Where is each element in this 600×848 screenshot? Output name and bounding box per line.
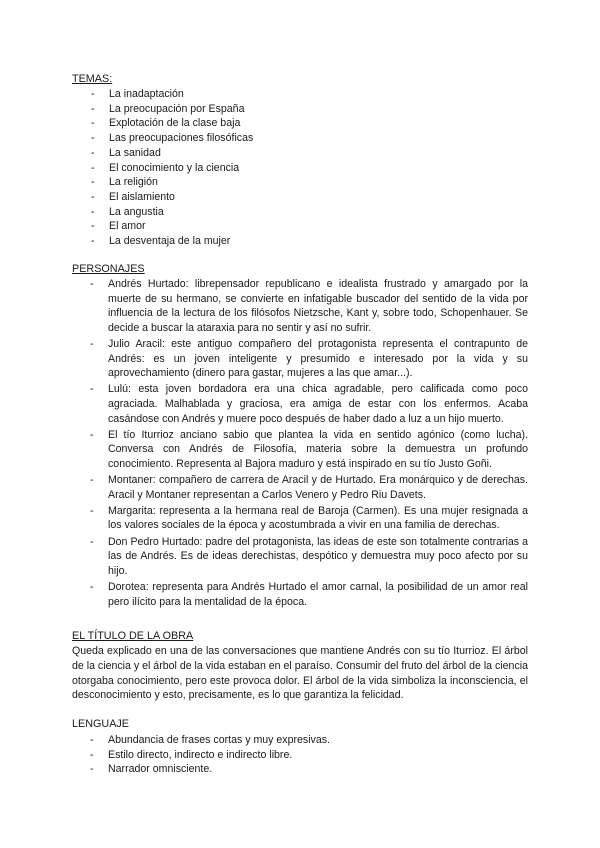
list-item: - Explotación de la clase baja <box>109 116 529 131</box>
list-item: - La inadaptación <box>109 87 529 102</box>
list-item: - Montaner: compañero de carrera de Aracil y de Hurtado. Era monárquico y de derechas. Aracil y Montaner representan a Carlos Venero y Pedro Riu Davets. <box>108 473 528 502</box>
list-item: - Andrés Hurtado: librepensador republicano e idealista frustrado y amargado por la muerte de su hermano, se convierte en infatigable buscador del sentido de la vida por influencia de la lectura de los filósofos Nietzsche, Kant y, sobre todo, Schopenhauer. Se decide a buscar la ataraxia para no sentir y así no sufrir. <box>108 277 528 335</box>
lenguaje-list <box>108 733 528 777</box>
temas-list <box>109 87 529 249</box>
personajes-heading: PERSONAJES <box>72 263 145 275</box>
list-item: - La angustia <box>109 205 529 220</box>
list-item: - Margarita: representa a la hermana real de Baroja (Carmen). Es una mujer resignada a los valores sociales de la época y acostumbrada a vivir en una familia de derechas. <box>108 504 528 533</box>
list-item: - La preocupación por España <box>109 102 529 117</box>
list-item: - Julio Aracil: este antiguo compañero del protagonista representa el contrapunto de Andrés: es un joven inteligente y presumido e interesado por la vida y su aprovechamiento (dinero para gastar, mujeres a las que amar...). <box>108 337 528 381</box>
personajes-list <box>108 277 528 611</box>
titulo-heading: EL TÍTULO DE LA OBRA <box>72 630 194 642</box>
list-item: - El aislamiento <box>109 190 529 205</box>
titulo-paragraph: Queda explicado en una de las conversaciones que mantiene Andrés con su tío Iturrioz. El árbol de la ciencia y el árbol de la vida estaban en el paraíso. Consumir del fruto del árbol de la ciencia otorgaba conocimiento, pero este provoca dolor. El árbol de la vida simboliza la inconsciencia, el desconocimiento y esto, precisamente, es lo que garantiza la felicidad. <box>72 645 528 702</box>
list-item: - El amor <box>109 219 529 234</box>
list-item: - Don Pedro Hurtado: padre del protagonista, las ideas de este son totalmente contrarias a las de Andrés. Es de ideas derechistas, despótico y demuestra muy poco afecto por su hijo. <box>108 535 528 579</box>
temas-heading: TEMAS: <box>72 73 113 85</box>
list-item: - La sanidad <box>109 146 529 161</box>
lenguaje-heading: LENGUAJE <box>72 718 129 730</box>
list-item: - La desventaja de la mujer <box>109 234 529 249</box>
list-item: - Estilo directo, indirecto e indirecto libre. <box>108 748 528 763</box>
list-item: - Narrador omnisciente. <box>108 762 528 777</box>
list-item: - Lulú: esta joven bordadora era una chica agradable, pero calificada como poco agraciada. Malhablada y graciosa, era amiga de estar con los enfermos. Acaba casándose con Andrés y muere poco después de haber dado a luz a un hijo muerto. <box>108 382 528 426</box>
list-item: - Abundancia de frases cortas y muy expresivas. <box>108 733 528 748</box>
list-item: - Las preocupaciones filosóficas <box>109 131 529 146</box>
list-item: - Dorotea: representa para Andrés Hurtado el amor carnal, la posibilidad de un amor real pero ilícito para la mentalidad de la época. <box>108 580 528 609</box>
list-item: - La religión <box>109 175 529 190</box>
list-item: - El tío Iturrioz anciano sabio que plantea la vida en sentido agónico (como lucha). Conversa con Andrés de Filosofía, materia sobre la demuestra un profundo conocimiento. Representa al Bajora maduro y está inspirado en su tío Justo Goñi. <box>108 428 528 472</box>
list-item: - El conocimiento y la ciencia <box>109 161 529 176</box>
